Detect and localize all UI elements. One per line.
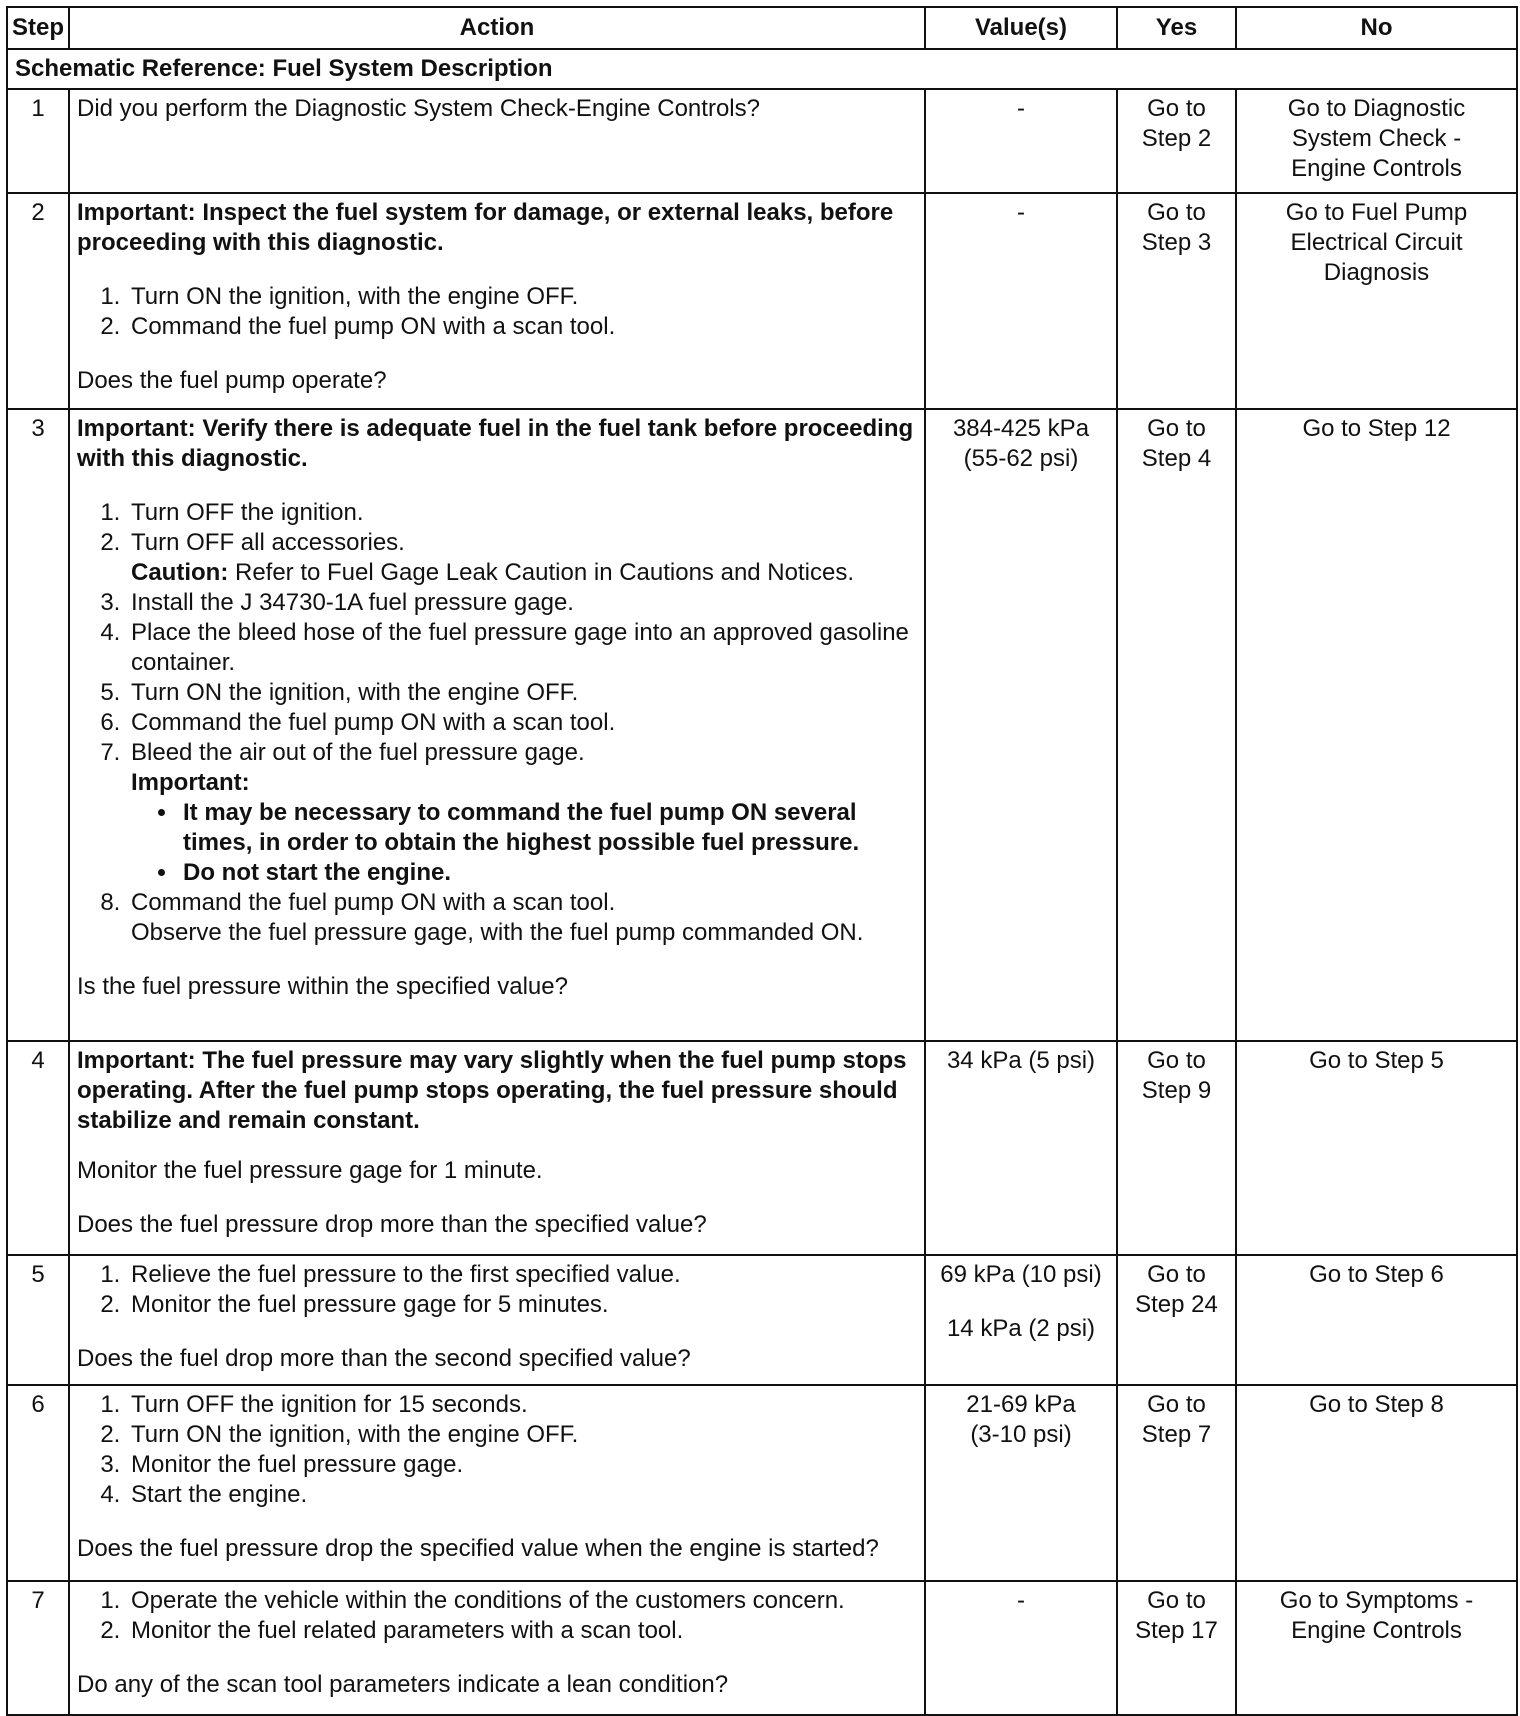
caution-label: Caution: <box>131 559 229 586</box>
yes-cell: Go to Step 2 <box>1117 89 1236 193</box>
bullet-item: • It may be necessary to command the fuel pump ON several times, in order to obtain the highest possible fuel pressure. <box>179 798 917 858</box>
step-number: 2 <box>7 193 69 409</box>
action-cell <box>69 1255 925 1385</box>
value-cell: 21-69 kPa (3-10 psi) <box>925 1385 1117 1581</box>
list-item-text: Command the fuel pump ON with a scan tool. <box>131 889 616 916</box>
list-item <box>127 618 917 678</box>
no-cell: Go to Step 5 <box>1236 1041 1517 1255</box>
value-cell <box>925 1255 1117 1385</box>
question: Is the fuel pressure within the specified value? <box>77 973 568 1000</box>
table-row <box>7 89 1517 193</box>
header-no: No <box>1236 7 1517 49</box>
no-cell: Go to Step 8 <box>1236 1385 1517 1581</box>
list-item-text: Turn ON the ignition, with the engine OFF. <box>131 679 579 706</box>
list-item <box>127 588 917 618</box>
important-note: Important: Verify there is adequate fuel in the fuel tank before proceeding with this diagnostic. <box>77 415 914 472</box>
list-item <box>127 678 917 708</box>
value-cell: - <box>925 1581 1117 1715</box>
header-action: Action <box>69 7 925 49</box>
list-item: 3. Monitor the fuel pressure gage. <box>127 1450 917 1480</box>
action-cell <box>69 1385 925 1581</box>
step-list <box>77 1390 917 1510</box>
important-label: Important: <box>131 769 250 796</box>
step-list <box>77 1260 917 1320</box>
question: Does the fuel drop more than the second specified value? <box>77 1345 691 1372</box>
caution-text: Refer to Fuel Gage Leak Caution in Cautions and Notices. <box>228 559 854 586</box>
bullet-list <box>131 798 917 888</box>
list-item: 2. Monitor the fuel related parameters with a scan tool. <box>127 1616 917 1646</box>
value-cell: - <box>925 193 1117 409</box>
yes-cell: Go to Step 3 <box>1117 193 1236 409</box>
diagnostic-page <box>6 6 1518 1716</box>
schematic-row <box>7 49 1517 89</box>
header-row <box>7 7 1517 49</box>
header-values: Value(s) <box>925 7 1117 49</box>
list-item: 2. Turn ON the ignition, with the engine OFF. <box>127 1420 917 1450</box>
table-row <box>7 193 1517 409</box>
list-item-text: Install the J 34730-1A fuel pressure gage. <box>131 589 574 616</box>
header-step: Step <box>7 7 69 49</box>
table-row <box>7 1385 1517 1581</box>
no-cell: Go to Diagnostic System Check - Engine Controls <box>1236 89 1517 193</box>
table-row <box>7 409 1517 1041</box>
list-item: 1. Relieve the fuel pressure to the first specified value. <box>127 1260 917 1290</box>
step-number: 3 <box>7 409 69 1041</box>
list-item-text: Command the fuel pump ON with a scan tool. <box>131 709 616 736</box>
list-item-text: Bleed the air out of the fuel pressure gage. <box>131 739 585 766</box>
caution-note <box>131 558 917 588</box>
action-cell <box>69 89 925 193</box>
value-cell: - <box>925 89 1117 193</box>
observe-note: Observe the fuel pressure gage, with the fuel pump commanded ON. <box>131 919 864 946</box>
value-cell: 34 kPa (5 psi) <box>925 1041 1117 1255</box>
action-cell <box>69 193 925 409</box>
bullet-item: • Do not start the engine. <box>179 858 917 888</box>
important-note: Important: The fuel pressure may vary slightly when the fuel pump stops operating. After the fuel pump stops operating, the fuel pressure should stabilize and remain constant. <box>77 1047 907 1134</box>
list-item: 1. Turn OFF the ignition for 15 seconds. <box>127 1390 917 1420</box>
action-cell <box>69 409 925 1041</box>
list-item: 1. Operate the vehicle within the conditions of the customers concern. <box>127 1586 917 1616</box>
question: Do any of the scan tool parameters indicate a lean condition? <box>77 1671 729 1698</box>
list-item-text: Turn OFF the ignition. <box>131 499 364 526</box>
yes-cell: Go to Step 24 <box>1117 1255 1236 1385</box>
list-item-text: Place the bleed hose of the fuel pressure gage into an approved gasoline container. <box>131 619 909 676</box>
yes-cell: Go to Step 9 <box>1117 1041 1236 1255</box>
list-item: 2. Command the fuel pump ON with a scan tool. <box>127 312 917 342</box>
monitor-instruction: Monitor the fuel pressure gage for 1 minute. <box>77 1157 543 1184</box>
step-list <box>77 282 917 342</box>
table-row <box>7 1255 1517 1385</box>
list-item <box>127 708 917 738</box>
no-cell: Go to Step 6 <box>1236 1255 1517 1385</box>
yes-cell: Go to Step 4 <box>1117 409 1236 1041</box>
step-number: 4 <box>7 1041 69 1255</box>
question: Did you perform the Diagnostic System Check-Engine Controls? <box>77 95 760 122</box>
table-row <box>7 1581 1517 1715</box>
second-value: 14 kPa (2 psi) <box>946 1315 1096 1342</box>
schematic-reference: Schematic Reference: Fuel System Description <box>7 49 1517 89</box>
question: Does the fuel pump operate? <box>77 367 387 394</box>
no-cell: Go to Fuel Pump Electrical Circuit Diagnosis <box>1236 193 1517 409</box>
list-item <box>127 738 917 888</box>
important-note: Important: Inspect the fuel system for damage, or external leaks, before proceeding with this diagnostic. <box>77 199 894 256</box>
list-item: 2. Monitor the fuel pressure gage for 5 minutes. <box>127 1290 917 1320</box>
diagnostic-table <box>6 6 1518 1716</box>
yes-cell: Go to Step 7 <box>1117 1385 1236 1581</box>
list-item <box>127 888 917 948</box>
value-cell: 384-425 kPa (55-62 psi) <box>925 409 1117 1041</box>
yes-cell: Go to Step 17 <box>1117 1581 1236 1715</box>
action-cell <box>69 1581 925 1715</box>
list-item: 4. Start the engine. <box>127 1480 917 1510</box>
step-number: 1 <box>7 89 69 193</box>
question: Does the fuel pressure drop the specified value when the engine is started? <box>77 1535 879 1562</box>
no-cell: Go to Step 12 <box>1236 409 1517 1041</box>
list-item-text: Turn OFF all accessories. <box>131 529 405 556</box>
step-number: 7 <box>7 1581 69 1715</box>
step-number: 6 <box>7 1385 69 1581</box>
list-item <box>127 528 917 588</box>
no-cell: Go to Symptoms - Engine Controls <box>1236 1581 1517 1715</box>
list-item: 1. Turn ON the ignition, with the engine OFF. <box>127 282 917 312</box>
table-row <box>7 1041 1517 1255</box>
step-list <box>77 1586 917 1646</box>
list-item <box>127 498 917 528</box>
step-number: 5 <box>7 1255 69 1385</box>
first-value: 69 kPa (10 psi) <box>940 1261 1102 1288</box>
step-list <box>77 498 917 948</box>
question: Does the fuel pressure drop more than the specified value? <box>77 1211 707 1238</box>
action-cell <box>69 1041 925 1255</box>
header-yes: Yes <box>1117 7 1236 49</box>
